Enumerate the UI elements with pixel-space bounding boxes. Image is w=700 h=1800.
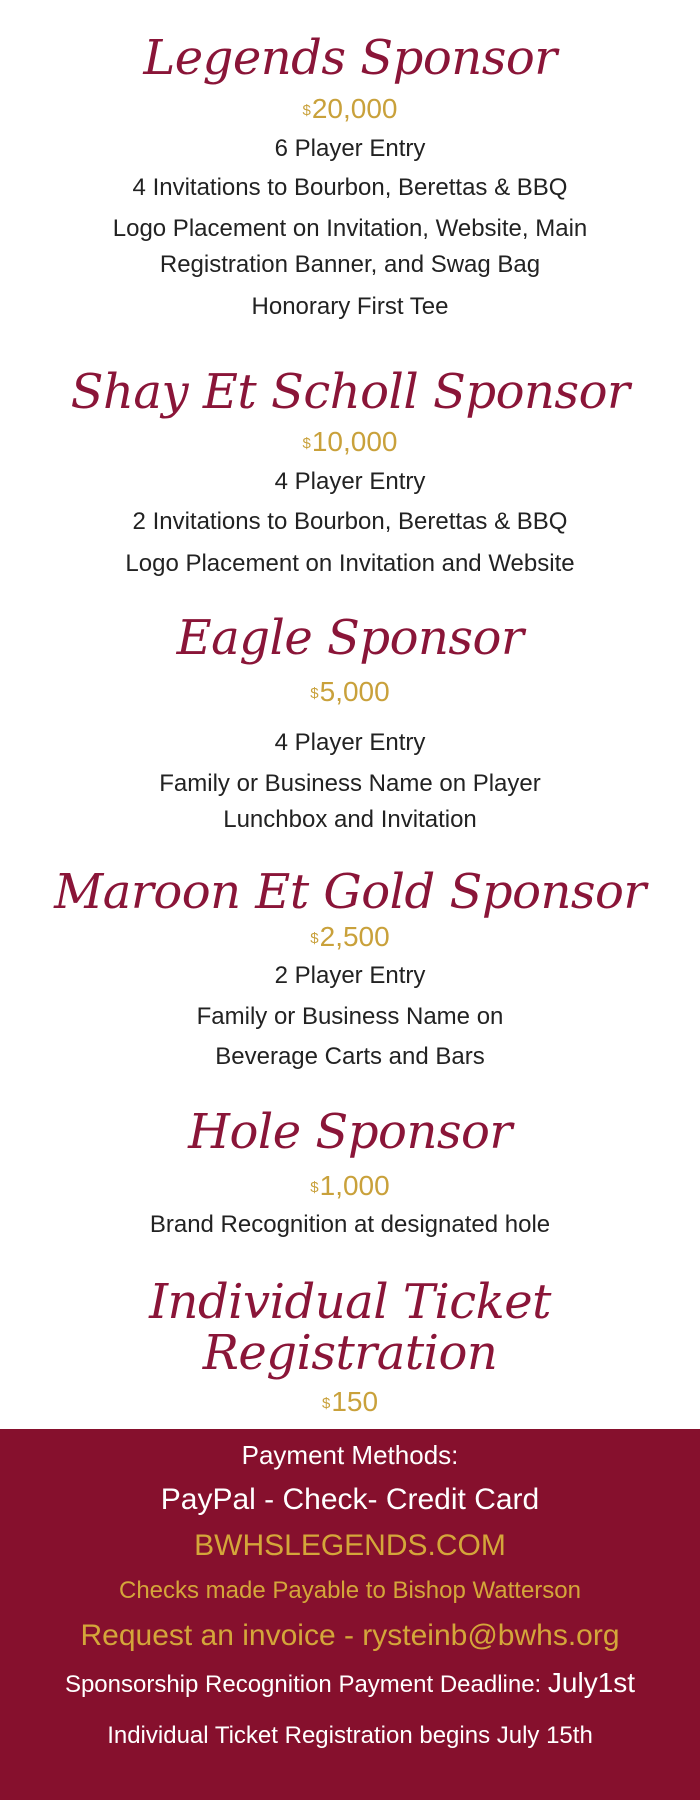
tier-price-hole [0, 1169, 700, 1203]
currency-symbol: $ [302, 435, 311, 452]
benefit-line: Registration Banner, and Swag Bag [159, 251, 541, 278]
price-value: 2,500 [319, 921, 390, 952]
tier-title-individual: Individual Ticket [149, 1274, 551, 1330]
tier-title-legends: Legends Sponsor [143, 30, 557, 86]
payment-heading: Payment Methods: [241, 1440, 459, 1470]
price-value: 20,000 [311, 93, 398, 124]
tier-title-hole: Hole Sponsor [188, 1104, 512, 1160]
benefit-line: 4 Player Entry [274, 729, 426, 756]
checks-payable-text: Checks made Payable to Bishop Watterson [118, 1577, 581, 1604]
registration-start: Individual Ticket Registration begins July 15th [107, 1722, 593, 1749]
benefit-line: Family or Business Name on Player [159, 770, 541, 797]
currency-symbol: $ [302, 102, 311, 119]
tier-title-shay-scholl: Shay Et Scholl Sponsor [70, 364, 630, 420]
benefit-line: Lunchbox and Invitation [223, 806, 477, 833]
tier-price-individual [0, 1385, 700, 1419]
deadline-label: Sponsorship Recognition Payment Deadline: [64, 1671, 542, 1698]
tier-price-shay-scholl [0, 425, 700, 459]
deadline-date: July1st [547, 1667, 636, 1698]
currency-symbol: $ [310, 1179, 319, 1196]
website-link[interactable]: BWHSLEGENDS.COM [194, 1529, 506, 1562]
tier-title-eagle: Eagle Sponsor [176, 610, 524, 666]
price-value: 1,000 [319, 1170, 390, 1201]
payment-footer [0, 1429, 700, 1800]
benefit-line: Beverage Carts and Bars [215, 1043, 485, 1070]
currency-symbol: $ [321, 1395, 331, 1412]
invoice-email-link[interactable]: Request an invoice - rysteinb@bwhs.org [80, 1619, 620, 1652]
tier-price-legends [0, 92, 700, 126]
payment-deadline [0, 1667, 700, 1701]
tier-title-individual-line2: Registration [202, 1325, 498, 1381]
payment-methods: PayPal - Check- Credit Card [160, 1483, 540, 1516]
price-value: 150 [331, 1386, 379, 1417]
benefit-line: Logo Placement on Invitation, Website, Main [112, 215, 588, 242]
benefit-line: 2 Player Entry [274, 962, 426, 989]
benefit-line: 2 Invitations to Bourbon, Berettas & BBQ [132, 508, 568, 535]
tier-title-maroon-gold: Maroon Et Gold Sponsor [54, 864, 646, 920]
benefit-line: Logo Placement on Invitation and Website [125, 550, 575, 577]
price-value: 10,000 [311, 426, 398, 457]
benefit-line: Brand Recognition at designated hole [149, 1211, 551, 1238]
benefit-line: Family or Business Name on [196, 1003, 504, 1030]
tier-price-maroon-gold [0, 920, 700, 954]
benefit-line: 4 Invitations to Bourbon, Berettas & BBQ [132, 174, 568, 201]
benefit-line: 6 Player Entry [274, 135, 426, 162]
tier-price-eagle [0, 675, 700, 709]
price-value: 5,000 [319, 676, 390, 707]
benefit-line: Honorary First Tee [251, 293, 449, 320]
currency-symbol: $ [310, 685, 319, 702]
currency-symbol: $ [310, 930, 319, 947]
benefit-line: 4 Player Entry [274, 468, 426, 495]
